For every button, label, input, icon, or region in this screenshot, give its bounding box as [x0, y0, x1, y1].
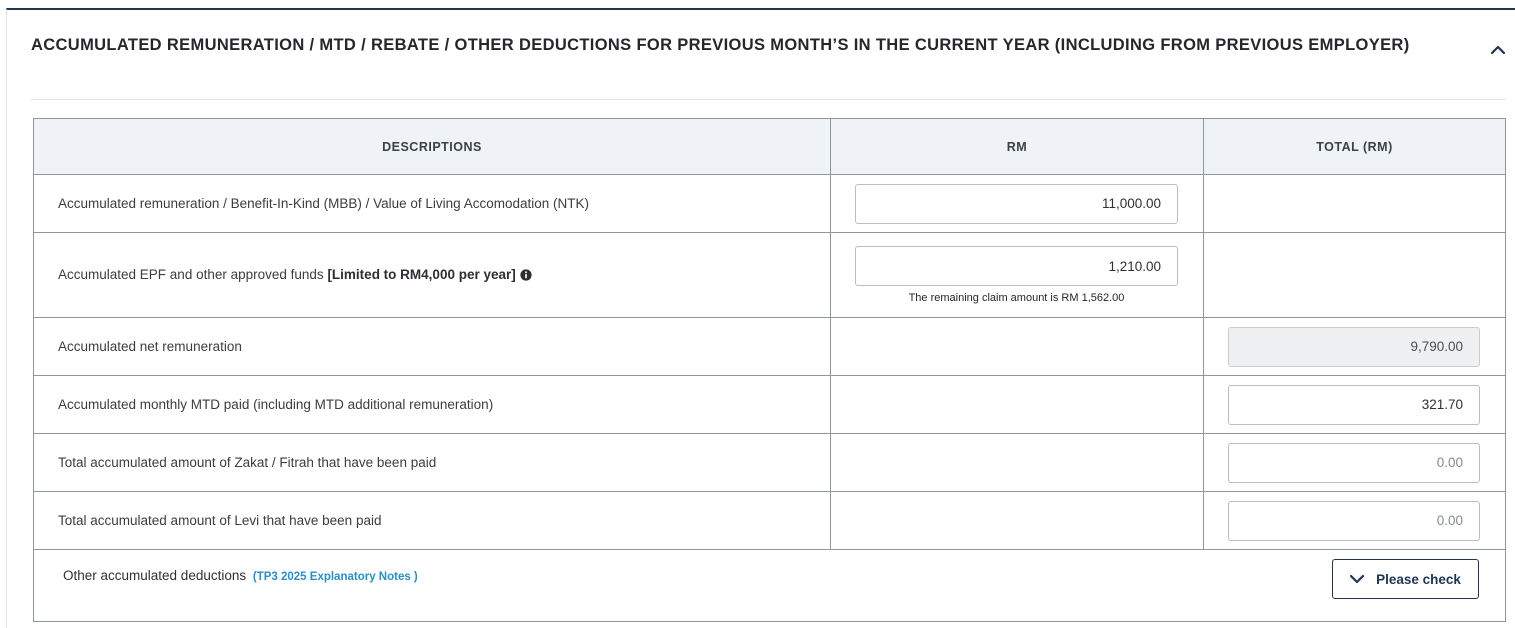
- other-deductions-cell: [34, 550, 1506, 622]
- row-description: Accumulated net remuneration: [34, 318, 831, 376]
- remaining-claim-hint: The remaining claim amount is RM 1,562.00: [908, 292, 1125, 304]
- row-description: Accumulated remuneration / Benefit-In-Kind (MBB) / Value of Living Accomodation (NTK): [34, 175, 831, 233]
- total-cell: [1204, 318, 1506, 376]
- chevron-down-icon: [1350, 575, 1364, 584]
- levi-amount-input[interactable]: [1228, 501, 1480, 541]
- collapse-button[interactable]: [1487, 38, 1509, 60]
- zakat-amount-input[interactable]: [1228, 443, 1480, 483]
- rm-cell: [831, 233, 1204, 318]
- section-divider: [31, 99, 1506, 100]
- net-remuneration-field: [1228, 327, 1480, 367]
- table-row-other-deductions: [34, 550, 1506, 622]
- chevron-up-icon: [1491, 45, 1505, 54]
- rm-cell: [831, 492, 1204, 550]
- epf-amount-input[interactable]: [855, 246, 1178, 286]
- column-header-rm: RM: [831, 119, 1204, 175]
- table-row: [34, 376, 1506, 434]
- mtd-paid-input[interactable]: [1228, 385, 1480, 425]
- accumulated-section-panel: [6, 8, 1515, 628]
- row-description: [34, 233, 831, 318]
- info-circle-icon[interactable]: [520, 269, 532, 284]
- total-cell: [1204, 233, 1506, 318]
- row-description: Total accumulated amount of Zakat / Fitrah that have been paid: [34, 434, 831, 492]
- section-title: ACCUMULATED REMUNERATION / MTD / REBATE / OTHER DEDUCTIONS FOR PREVIOUS MONTH’S IN THE CURRENT YEAR (INCLUDING FROM PREVIOUS EMPLOYER): [31, 36, 1410, 54]
- deductions-table: [33, 118, 1506, 622]
- rm-cell: [831, 175, 1204, 233]
- row-description: Accumulated monthly MTD paid (including MTD additional remuneration): [34, 376, 831, 434]
- column-header-total: TOTAL (RM): [1204, 119, 1506, 175]
- table-row: [34, 233, 1506, 318]
- table-row: [34, 434, 1506, 492]
- table-row: [34, 318, 1506, 376]
- total-cell: [1204, 434, 1506, 492]
- total-cell: [1204, 492, 1506, 550]
- other-deductions-label: [63, 568, 418, 583]
- table-row: [34, 175, 1506, 233]
- epf-label: Accumulated EPF and other approved funds: [58, 266, 324, 282]
- row-description: Total accumulated amount of Levi that have been paid: [34, 492, 831, 550]
- other-deductions-text: Other accumulated deductions: [63, 568, 247, 583]
- total-cell: [1204, 376, 1506, 434]
- please-check-button[interactable]: [1332, 559, 1479, 599]
- section-header[interactable]: [7, 10, 1507, 82]
- table-row: [34, 492, 1506, 550]
- epf-limit-label: [Limited to RM4,000 per year]: [327, 266, 516, 282]
- total-cell: [1204, 175, 1506, 233]
- please-check-label: Please check: [1376, 571, 1461, 587]
- column-header-descriptions: DESCRIPTIONS: [34, 119, 831, 175]
- rm-cell: [831, 376, 1204, 434]
- accumulated-remuneration-input[interactable]: [855, 184, 1178, 224]
- table-header-row: [34, 119, 1506, 175]
- rm-cell: [831, 434, 1204, 492]
- rm-cell: [831, 318, 1204, 376]
- explanatory-notes-link[interactable]: (TP3 2025 Explanatory Notes ): [252, 571, 418, 583]
